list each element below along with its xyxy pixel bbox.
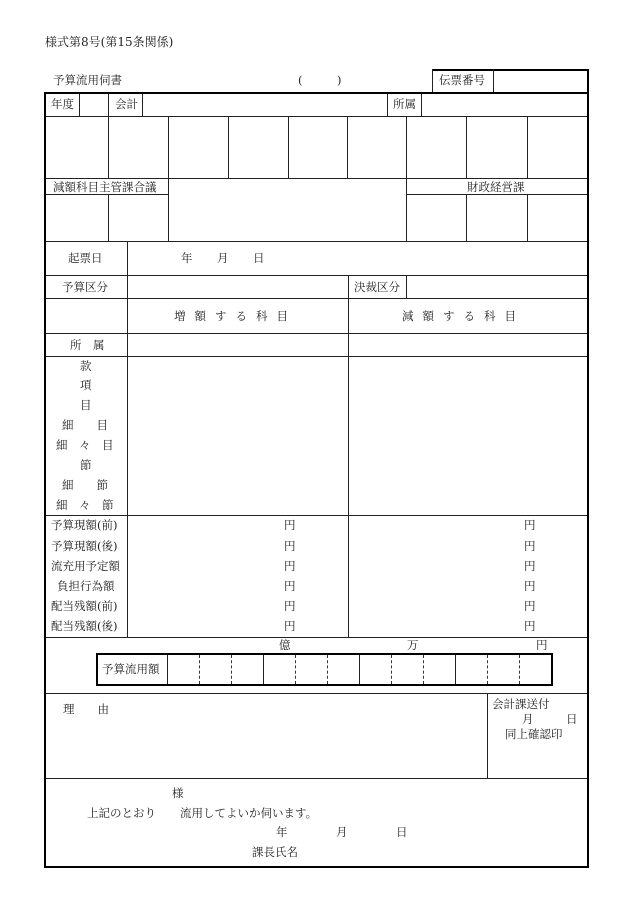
outer-frame-left [44, 92, 46, 868]
footer-year: 年 [276, 825, 288, 839]
footer-day: 日 [396, 825, 408, 839]
yen-unit: 円 [524, 619, 536, 633]
decrease-header: 減額する科目 [402, 309, 525, 323]
category-saimoku: 細 目 [62, 418, 108, 432]
kaikei-field[interactable] [143, 94, 386, 116]
amount-label-5: 配当残額(前) [51, 599, 118, 613]
unit-oku: 億 [279, 638, 291, 652]
approval-right-label: 財政経営課 [467, 180, 525, 194]
nendo-label: 年度 [51, 97, 74, 111]
unit-en: 円 [536, 638, 548, 652]
total-box-bottom [96, 684, 553, 686]
outer-frame-bottom [44, 866, 589, 868]
accounting-day: 日 [566, 712, 578, 726]
nendo-field[interactable] [80, 94, 108, 116]
decision-class-field[interactable] [407, 276, 587, 298]
footer-text-a: 上記のとおり [87, 806, 156, 820]
confirm-seal-label: 同上確認印 [505, 727, 563, 741]
form-number: 様式第8号(第15条関係) [45, 35, 174, 49]
yen-unit: 円 [524, 539, 536, 553]
title-paren: ( ) [298, 73, 342, 87]
yen-unit: 円 [284, 518, 296, 532]
shozoku-decrease-field[interactable] [349, 334, 587, 356]
category-saisetsu: 細 節 [62, 478, 108, 492]
footer-text-b: 流用してよいか伺います。 [180, 806, 318, 820]
amount-label-3: 流充用予定額 [51, 559, 120, 573]
accounting-sent-label: 会計課送付 [492, 697, 550, 711]
budget-class-label: 予算区分 [62, 280, 108, 294]
accounting-month: 月 [522, 712, 534, 726]
category-setsu: 節 [80, 458, 92, 472]
category-saisaisetsu: 細 々 節 [56, 498, 114, 512]
voucher-label: 伝票番号 [439, 73, 485, 87]
sama-label: 様 [172, 786, 184, 800]
reason-field[interactable] [50, 720, 484, 776]
yen-unit: 円 [524, 579, 536, 593]
reason-label: 理 由 [63, 702, 109, 716]
draft-date-label: 起票日 [68, 251, 103, 265]
yen-unit: 円 [284, 579, 296, 593]
total-amount-field[interactable] [168, 655, 551, 684]
decision-class-label: 決裁区分 [354, 280, 400, 294]
chief-name-field[interactable] [310, 842, 580, 862]
shozoku-label: 所属 [393, 97, 416, 111]
yen-unit: 円 [284, 559, 296, 573]
yen-unit: 円 [284, 599, 296, 613]
draft-day: 日 [253, 251, 265, 265]
footer-month: 月 [336, 825, 348, 839]
increase-header: 増額する科目 [174, 309, 297, 323]
approval-left-label: 減額科目主管課合議 [53, 180, 157, 194]
category-decrease-field[interactable] [349, 357, 587, 515]
kaikei-label: 会計 [115, 97, 138, 111]
yen-unit: 円 [284, 539, 296, 553]
category-increase-field[interactable] [128, 357, 348, 515]
yen-unit: 円 [524, 599, 536, 613]
shozoku-field[interactable] [422, 94, 587, 116]
amount-decrease-fields[interactable] [349, 516, 587, 637]
amount-label-2: 予算現額(後) [51, 539, 118, 553]
category-moku: 目 [80, 398, 92, 412]
category-kan: 款 [80, 359, 92, 373]
unit-man: 万 [407, 638, 419, 652]
form-title: 予算流用伺書 [53, 73, 122, 87]
draft-year: 年 [181, 251, 193, 265]
yen-unit: 円 [524, 518, 536, 532]
amount-label-4: 負担行為額 [57, 579, 115, 593]
chief-name-label: 課長氏名 [252, 845, 298, 859]
amount-increase-fields[interactable] [128, 516, 348, 637]
budget-class-field[interactable] [128, 276, 348, 298]
draft-month: 月 [217, 251, 229, 265]
category-kou: 項 [80, 378, 92, 392]
shozoku-increase-field[interactable] [128, 334, 348, 356]
outer-frame-right [587, 69, 589, 868]
shozoku-row-label: 所 属 [70, 338, 105, 352]
amount-label-1: 予算現額(前) [51, 518, 118, 532]
total-label: 予算流用額 [102, 662, 160, 676]
voucher-number-field[interactable] [494, 71, 586, 93]
category-saisaimoku: 細 々 目 [56, 438, 114, 452]
amount-label-6: 配当残額(後) [51, 619, 118, 633]
yen-unit: 円 [284, 619, 296, 633]
draft-date-field[interactable] [128, 242, 587, 275]
yen-unit: 円 [524, 559, 536, 573]
